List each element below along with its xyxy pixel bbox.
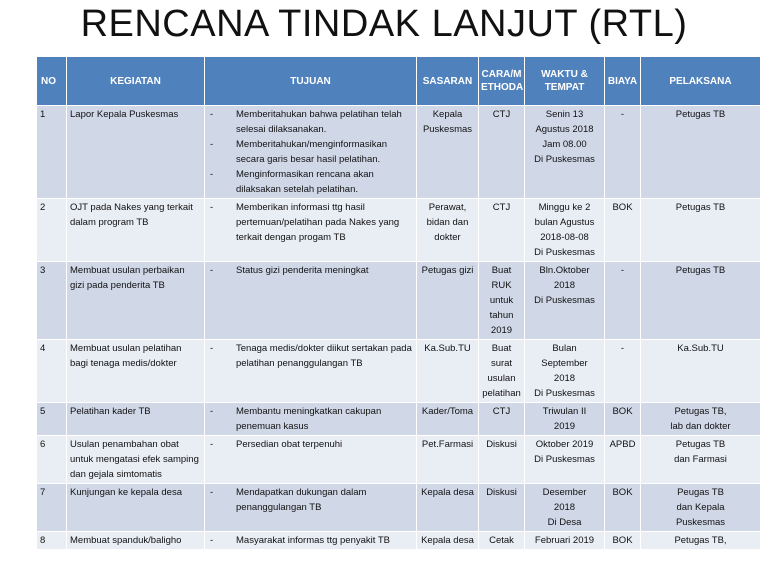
cell-biaya: BOK xyxy=(605,532,641,550)
cell-pelaksana: Petugas TB xyxy=(641,199,761,262)
table-row xyxy=(37,106,761,199)
tujuan-item xyxy=(208,533,413,548)
cell-kegiatan: Membuat spanduk/baligho xyxy=(67,532,205,550)
cell-waktu: Desember 2018 Di Desa xyxy=(525,484,605,532)
cell-cara: CTJ xyxy=(479,199,525,262)
cell-pelaksana: Petugas TB dan Farmasi xyxy=(641,436,761,484)
tujuan-text: Tenaga medis/dokter diikut sertakan pada pelatihan penanggulangan TB xyxy=(236,343,412,369)
cell-kegiatan: Usulan penambahan obat untuk mengatasi efek samping dan gejala simtomatis xyxy=(67,436,205,484)
cell-pelaksana: Petugas TB, xyxy=(641,532,761,550)
bullet-dash: - xyxy=(210,406,214,417)
header-tujuan: TUJUAN xyxy=(205,57,417,106)
tujuan-text: Memberitahukan bahwa pelatihan telah selesai dilaksanakan. xyxy=(236,109,402,135)
cell-pelaksana: Ka.Sub.TU xyxy=(641,340,761,403)
cell-biaya: - xyxy=(605,106,641,199)
tujuan-text: Memberitahukan/menginformasikan secara garis besar hasil pelatihan. xyxy=(236,139,388,165)
table-header-row xyxy=(37,57,761,106)
tujuan-item xyxy=(208,263,413,278)
cell-cara: Diskusi xyxy=(479,484,525,532)
cell-waktu: Oktober 2019 Di Puskesmas xyxy=(525,436,605,484)
table-row xyxy=(37,403,761,436)
cell-waktu: Minggu ke 2 bulan Agustus 2018-08-08 Di Puskesmas xyxy=(525,199,605,262)
cell-no: 3 xyxy=(37,262,67,340)
cell-biaya: BOK xyxy=(605,484,641,532)
cell-waktu: Bln.Oktober 2018 Di Puskesmas xyxy=(525,262,605,340)
cell-waktu: Bulan September 2018 Di Puskesmas xyxy=(525,340,605,403)
cell-pelaksana: Petugas TB, lab dan dokter xyxy=(641,403,761,436)
header-kegiatan: KEGIATAN xyxy=(67,57,205,106)
cell-kegiatan: Membuat usulan perbaikan gizi pada penderita TB xyxy=(67,262,205,340)
tujuan-text: Memberikan informasi ttg hasil pertemuan/pelatihan pada Nakes yang terkait dengan progam TB xyxy=(236,202,400,243)
cell-sasaran: Kepala Puskesmas xyxy=(417,106,479,199)
cell-sasaran: Kepala desa xyxy=(417,532,479,550)
cell-tujuan xyxy=(205,106,417,199)
table-row xyxy=(37,532,761,550)
cell-no: 2 xyxy=(37,199,67,262)
cell-kegiatan: Membuat usulan pelatihan bagi tenaga medis/dokter xyxy=(67,340,205,403)
cell-tujuan xyxy=(205,532,417,550)
cell-cara: Diskusi xyxy=(479,436,525,484)
cell-cara: CTJ xyxy=(479,403,525,436)
cell-biaya: BOK xyxy=(605,199,641,262)
tujuan-text: Menginformasikan rencana akan dilaksakan setelah pelatihan. xyxy=(236,169,374,195)
bullet-dash: - xyxy=(210,109,214,120)
cell-cara: Buat surat usulan pelatihan xyxy=(479,340,525,403)
cell-kegiatan: Pelatihan kader TB xyxy=(67,403,205,436)
cell-pelaksana: Petugas TB xyxy=(641,262,761,340)
cell-tujuan xyxy=(205,199,417,262)
cell-biaya: APBD xyxy=(605,436,641,484)
bullet-dash: - xyxy=(210,202,214,213)
bullet-dash: - xyxy=(210,439,214,450)
tujuan-text: Persedian obat terpenuhi xyxy=(236,439,343,450)
cell-waktu: Triwulan II 2019 xyxy=(525,403,605,436)
table-row xyxy=(37,436,761,484)
cell-sasaran: Ka.Sub.TU xyxy=(417,340,479,403)
tujuan-item xyxy=(208,137,413,167)
cell-biaya: BOK xyxy=(605,403,641,436)
cell-no: 6 xyxy=(37,436,67,484)
cell-sasaran: Kader/Toma xyxy=(417,403,479,436)
tujuan-text: Masyarakat informas ttg penyakit TB xyxy=(236,535,390,546)
bullet-dash: - xyxy=(210,265,214,276)
cell-sasaran: Perawat, bidan dan dokter xyxy=(417,199,479,262)
tujuan-item xyxy=(208,200,413,245)
tujuan-item xyxy=(208,107,413,137)
tujuan-item xyxy=(208,341,413,371)
cell-sasaran: Kepala desa xyxy=(417,484,479,532)
cell-tujuan xyxy=(205,403,417,436)
cell-biaya: - xyxy=(605,262,641,340)
cell-cara: Cetak xyxy=(479,532,525,550)
bullet-dash: - xyxy=(210,487,214,498)
table-row xyxy=(37,199,761,262)
bullet-dash: - xyxy=(210,169,214,180)
cell-tujuan xyxy=(205,436,417,484)
cell-no: 8 xyxy=(37,532,67,550)
cell-waktu: Senin 13 Agustus 2018 Jam 08.00 Di Puskesmas xyxy=(525,106,605,199)
tujuan-item xyxy=(208,167,413,197)
cell-kegiatan: Lapor Kepala Puskesmas xyxy=(67,106,205,199)
header-cara: CARA/M ETHODA xyxy=(479,57,525,106)
page-title: RENCANA TINDAK LANJUT (RTL) xyxy=(80,3,688,45)
cell-no: 1 xyxy=(37,106,67,199)
bullet-dash: - xyxy=(210,535,214,546)
header-biaya: BIAYA xyxy=(605,57,641,106)
cell-kegiatan: Kunjungan ke kepala desa xyxy=(67,484,205,532)
table-row xyxy=(37,484,761,532)
cell-cara: CTJ xyxy=(479,106,525,199)
rtl-table xyxy=(36,56,760,550)
tujuan-text: Status gizi penderita meningkat xyxy=(236,265,369,276)
tujuan-text: Membantu meningkatkan cakupan penemuan kasus xyxy=(236,406,382,432)
header-no: NO xyxy=(37,57,67,106)
cell-pelaksana: Petugas TB xyxy=(641,106,761,199)
tujuan-item xyxy=(208,437,413,452)
table-row xyxy=(37,340,761,403)
cell-waktu: Februari 2019 xyxy=(525,532,605,550)
cell-tujuan xyxy=(205,484,417,532)
cell-cara: Buat RUK untuk tahun 2019 xyxy=(479,262,525,340)
cell-kegiatan: OJT pada Nakes yang terkait dalam program TB xyxy=(67,199,205,262)
cell-tujuan xyxy=(205,340,417,403)
cell-no: 4 xyxy=(37,340,67,403)
table-body xyxy=(37,106,761,550)
bullet-dash: - xyxy=(210,139,214,150)
header-sasaran: SASARAN xyxy=(417,57,479,106)
tujuan-item xyxy=(208,485,413,515)
table-row xyxy=(37,262,761,340)
cell-tujuan xyxy=(205,262,417,340)
header-waktu: WAKTU & TEMPAT xyxy=(525,57,605,106)
cell-biaya: - xyxy=(605,340,641,403)
cell-pelaksana: Peugas TB dan Kepala Puskesmas xyxy=(641,484,761,532)
header-pelaksana: PELAKSANA xyxy=(641,57,761,106)
cell-no: 7 xyxy=(37,484,67,532)
bullet-dash: - xyxy=(210,343,214,354)
cell-sasaran: Petugas gizi xyxy=(417,262,479,340)
tujuan-item xyxy=(208,404,413,434)
cell-no: 5 xyxy=(37,403,67,436)
rtl-table-container xyxy=(36,56,760,576)
tujuan-text: Mendapatkan dukungan dalam penanggulangan TB xyxy=(236,487,367,513)
cell-sasaran: Pet.Farmasi xyxy=(417,436,479,484)
